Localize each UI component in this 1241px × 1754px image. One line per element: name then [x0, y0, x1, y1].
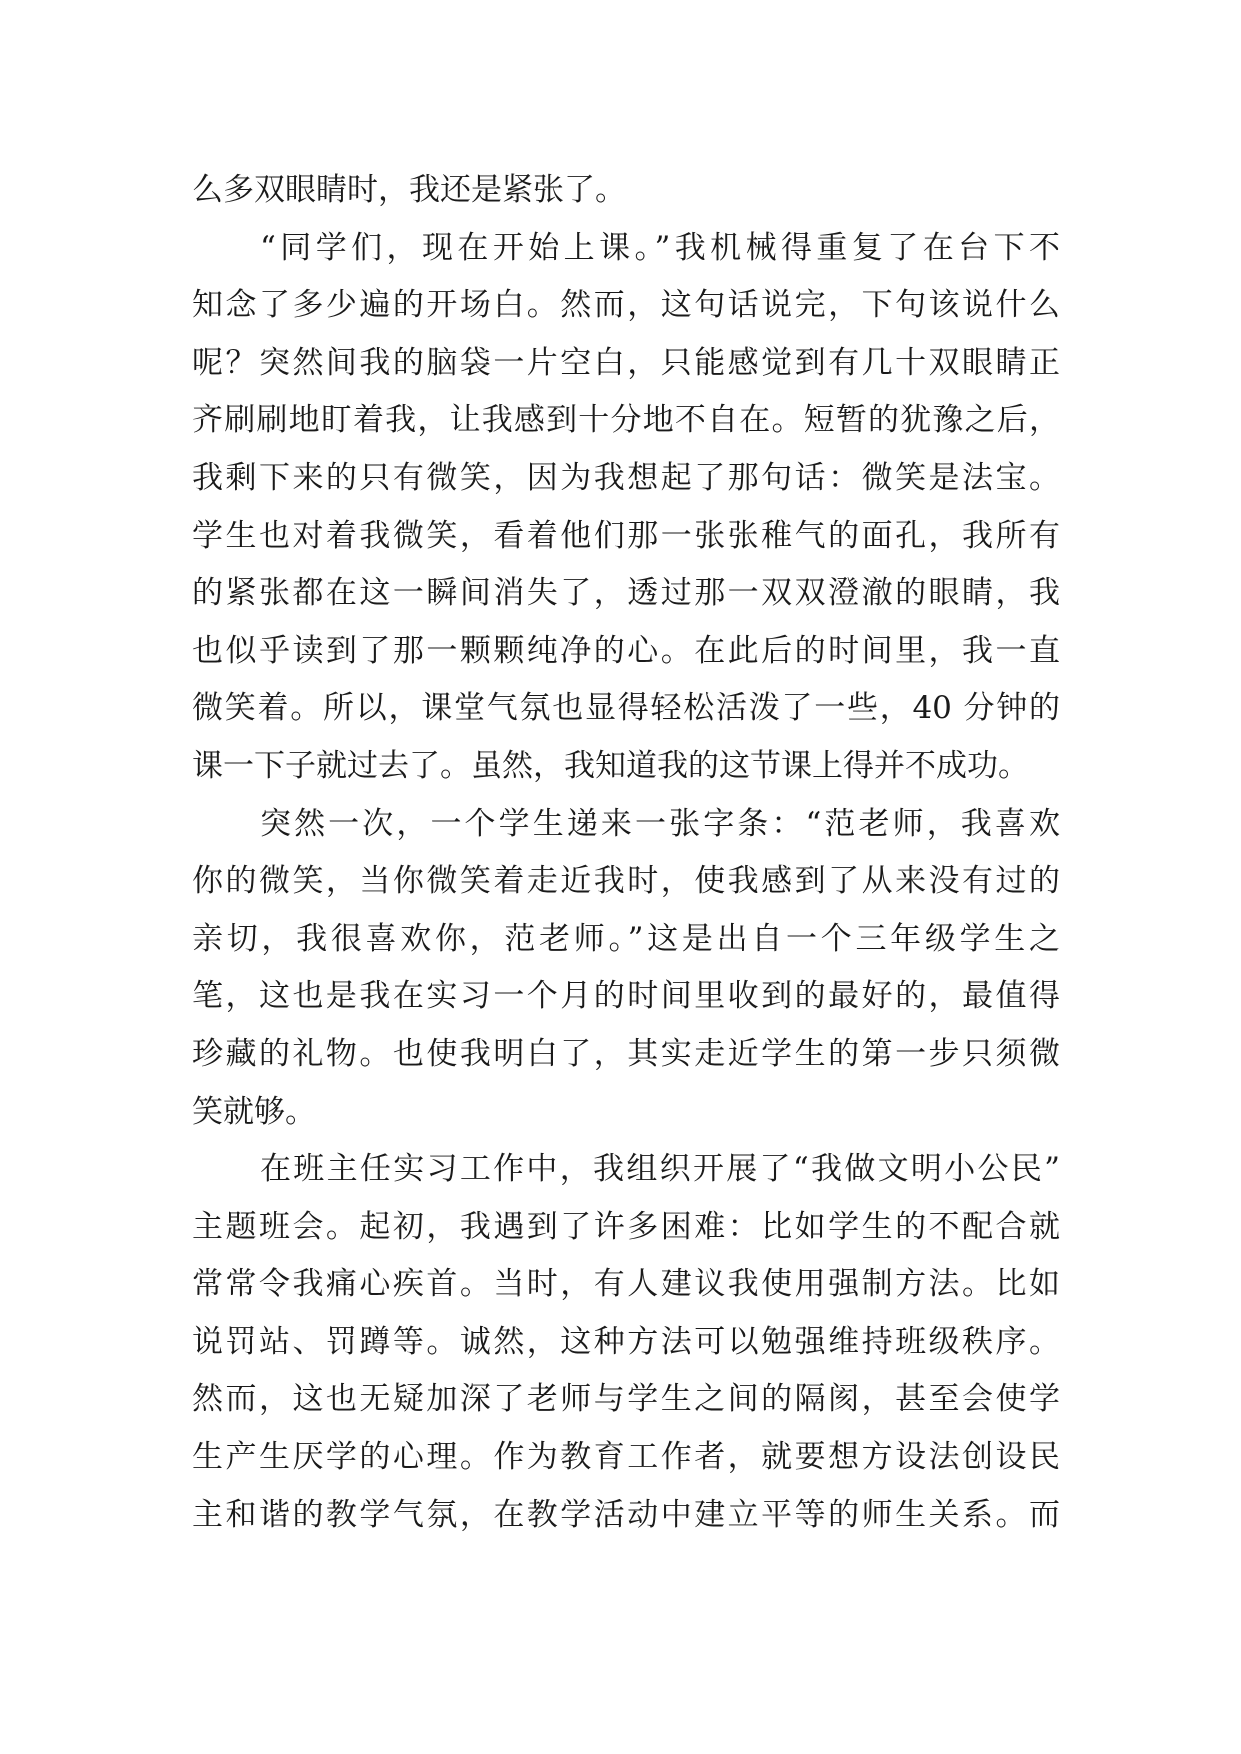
text-line: 齐刷刷地盯着我，让我感到十分地不自在。短暂的犹豫之后，: [192, 402, 1060, 439]
text-line: 也似乎读到了那一颗颗纯净的心。在此后的时间里，我一直: [192, 632, 1060, 669]
text-line: 珍藏的礼物。也使我明白了，其实走近学生的第一步只须微: [192, 1035, 1060, 1072]
text-line: 常常令我痛心疾首。当时，有人建议我使用强制方法。比如: [192, 1266, 1060, 1303]
text-line: 呢？突然间我的脑袋一片空白，只能感觉到有几十双眼睛正: [192, 344, 1060, 381]
text-line: 你的微笑，当你微笑着走近我时，使我感到了从来没有过的: [192, 863, 1060, 900]
text-line: “同学们，现在开始上课。”我机械得重复了在台下不: [260, 229, 1060, 266]
text-line: 主和谐的教学气氛，在教学活动中建立平等的师生关系。而: [192, 1496, 1060, 1533]
text-line: 知念了多少遍的开场白。然而，这句话说完，下句该说什么: [192, 287, 1060, 324]
text-line: 学生也对着我微笑，看着他们那一张张稚气的面孔，我所有: [192, 517, 1060, 554]
text-line: 笑就够。: [192, 1093, 316, 1130]
text-line: 主题班会。起初，我遇到了许多困难：比如学生的不配合就: [192, 1208, 1060, 1245]
text-line: 么多双眼睛时，我还是紧张了。: [192, 172, 626, 208]
text-line: 说罚站、罚蹲等。诚然，这种方法可以勉强维持班级秩序。: [192, 1323, 1060, 1360]
text-line: 在班主任实习工作中，我组织开展了“我做文明小公民”: [260, 1151, 1060, 1188]
text-line: 的紧张都在这一瞬间消失了，透过那一双双澄澈的眼睛，我: [192, 575, 1060, 612]
text-line: 突然一次，一个学生递来一张字条：“范老师，我喜欢: [260, 805, 1060, 842]
text-line: 课一下子就过去了。虽然，我知道我的这节课上得并不成功。: [192, 747, 1029, 784]
body-text: [192, 162, 1060, 1544]
text-line: 然而，这也无疑加深了老师与学生之间的隔阂，甚至会使学: [192, 1381, 1060, 1418]
text-line: 我剩下来的只有微笑，因为我想起了那句话：微笑是法宝。: [192, 459, 1060, 496]
text-line: 微笑着。所以，课堂气氛也显得轻松活泼了一些，40 分钟的: [192, 690, 1060, 727]
text-line: 笔，这也是我在实习一个月的时间里收到的最好的，最值得: [192, 978, 1060, 1015]
text-line: 亲切，我很喜欢你，范老师。”这是出自一个三年级学生之: [192, 920, 1060, 957]
text-line: 生产生厌学的心理。作为教育工作者，就要想方设法创设民: [192, 1439, 1060, 1476]
